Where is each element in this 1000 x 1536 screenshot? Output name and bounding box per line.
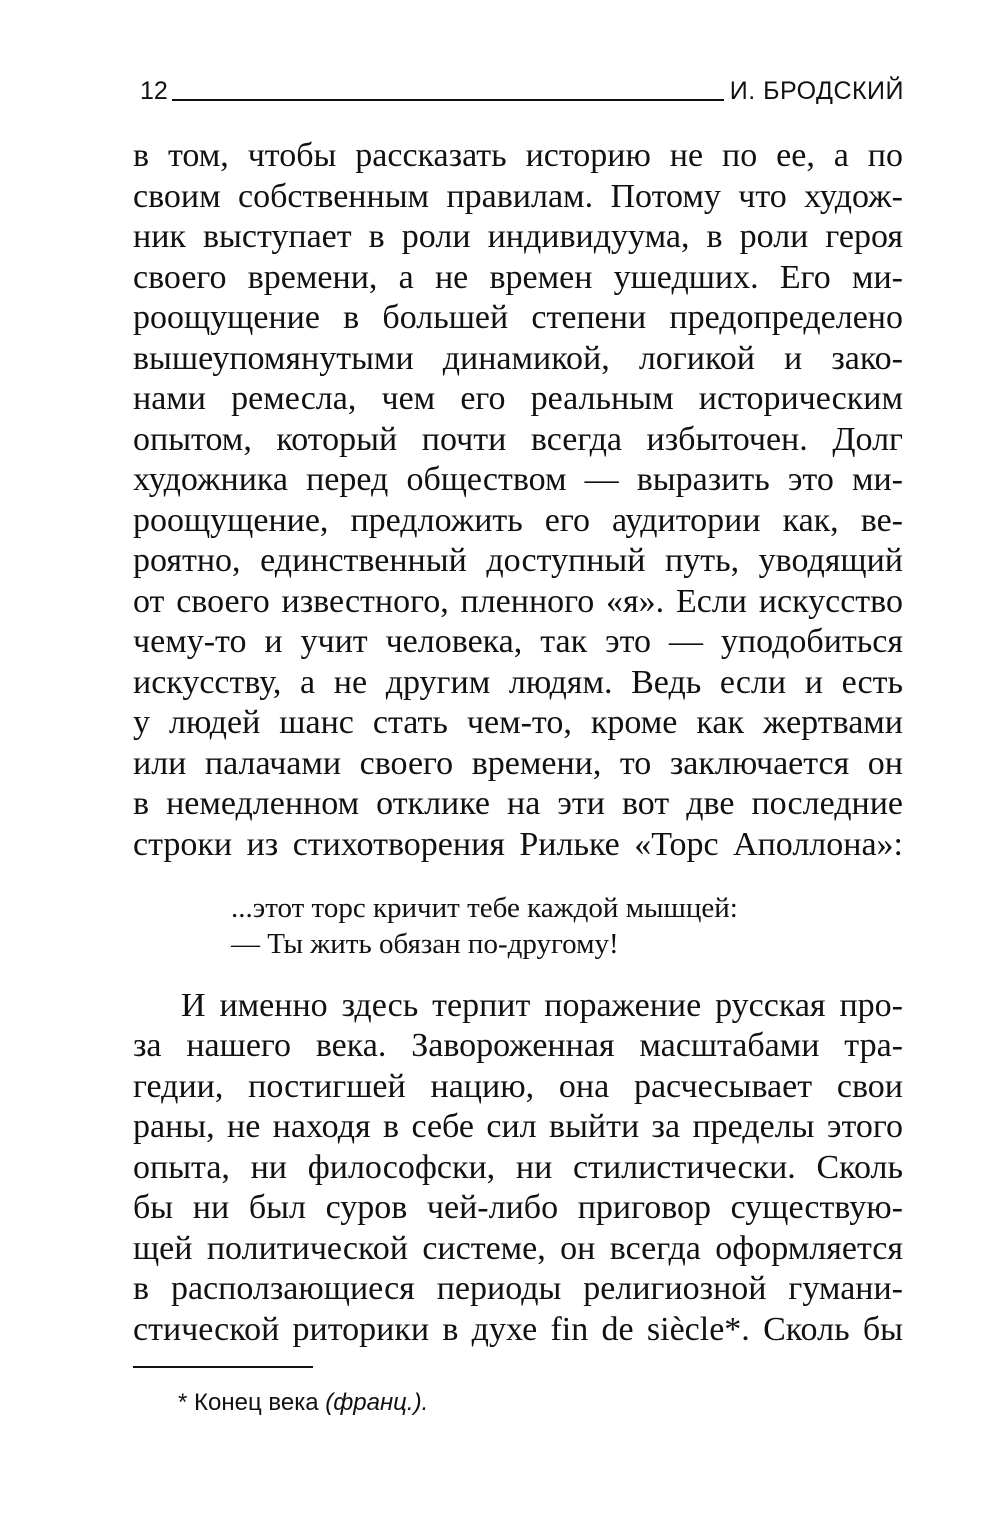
footnote-text: Конец века [194,1389,319,1416]
running-title: И. БРОДСКИЙ [729,77,904,105]
footnote-rule [133,1366,313,1368]
footnote [178,1386,428,1420]
text-line: строки из стихотворения Рильке «Торс Аполлона»: [133,826,903,863]
text-line: бы ни был суров чей-либо приговор существую- [133,1189,903,1226]
text-line: чему-то и учит человека, так это — уподобиться [133,623,903,660]
text-line: в немедленном отклике на эти вот две последние [133,785,903,822]
text-line: за нашего века. Завороженная масштабами тра- [133,1027,903,1064]
text-line: раны, не находя в себе сил выйти за пределы этого [133,1108,903,1145]
text-line: своим собственным правилам. Потому что худож- [133,178,903,215]
text-line: щей политической системе, он всегда оформляется [133,1230,903,1267]
verse-line: — Ты жить обязан по-другому! [231,928,619,960]
text-line: художника перед обществом — выразить это ми- [133,461,903,498]
text-line: роощущение в большей степени предопределено [133,299,903,336]
text-line: роятно, единственный доступный путь, уводящий [133,542,903,579]
text-line: опыта, ни философски, ни стилистически. Сколь [133,1149,903,1186]
verse-line: ...этот торс кричит тебе каждой мышцей: [231,892,738,924]
text-line: стической риторики в духе fin de siècle*. Сколь бы [133,1311,903,1348]
text-line: или палачами своего времени, то заключается он [133,745,903,782]
text-line: от своего известного, пленного «я». Если искусство [133,583,903,620]
text-line: нами ремесла, чем его реальным историческим [133,380,903,417]
text-line: у людей шанс стать чем-то, кроме как жертвами [133,704,903,741]
text-line: И именно здесь терпит поражение русская про- [181,987,903,1024]
text-line: искусству, а не другим людям. Ведь если и есть [133,664,903,701]
text-line: в расползающиеся периоды религиозной гумани- [133,1270,903,1307]
text-line: своего времени, а не времен ушедших. Его ми- [133,259,903,296]
running-header [140,66,904,106]
footnote-language-note: (франц.). [325,1389,429,1416]
text-line: вышеупомянутыми динамикой, логикой и зако- [133,340,903,377]
text-line: гедии, постигшей нацию, она расчесывает свои [133,1068,903,1105]
footnote-marker: * [178,1389,188,1416]
text-line: опытом, который почти всегда избыточен. Долг [133,421,903,458]
header-rule [172,99,724,101]
text-line: ник выступает в роли индивидуума, в роли героя [133,218,903,255]
page-number: 12 [140,77,168,105]
text-line: в том, чтобы рассказать историю не по ее, а по [133,137,903,174]
text-line: роощущение, предложить его аудитории как, ве- [133,502,903,539]
